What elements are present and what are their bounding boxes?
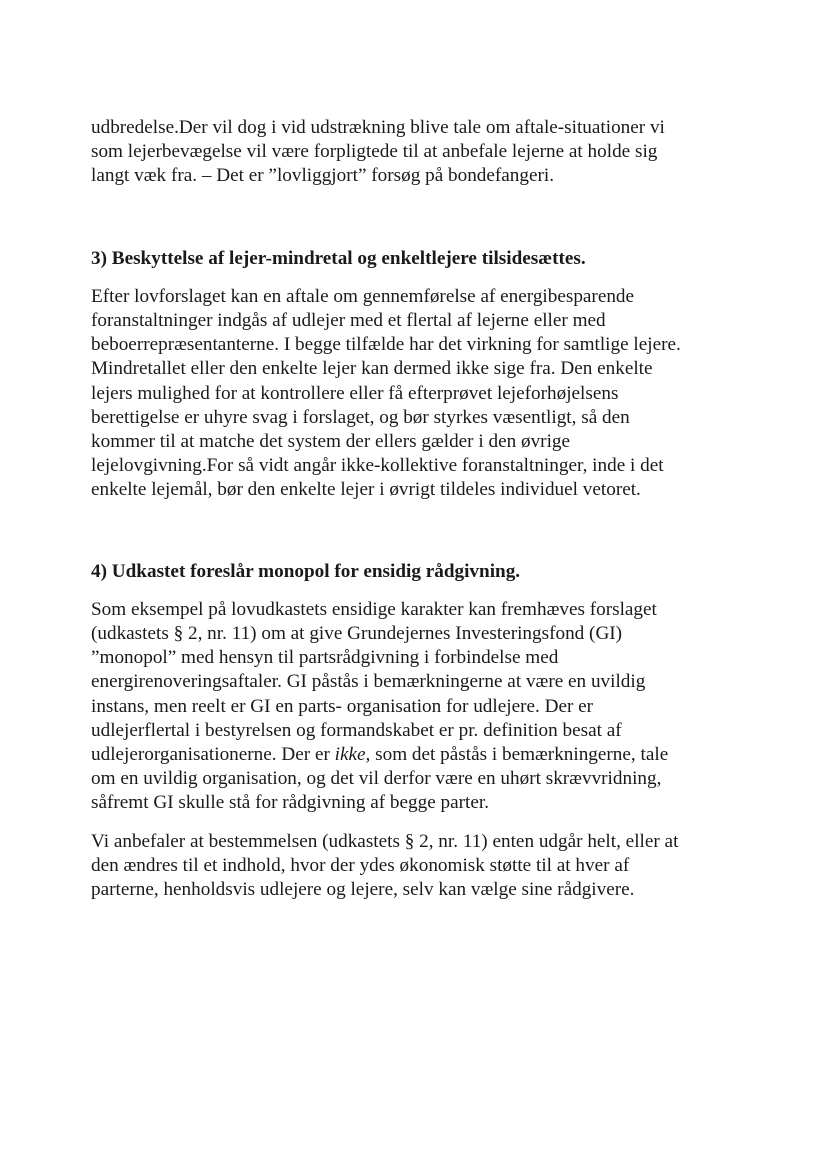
text-line: langt væk fra. – Det er ”lovliggjort” forsøg på bondefangeri. bbox=[91, 165, 555, 187]
text-run: udlejerorganisationerne. Der er bbox=[91, 744, 335, 766]
text-line: udbredelse.Der vil dog i vid udstrækning blive tale om aftale-situationer vi bbox=[91, 117, 665, 138]
text-line: Vi anbefaler at bestemmelsen (udkastets § 2, nr. 11) enten udgår helt, eller at bbox=[91, 830, 679, 852]
text-line: Mindretallet eller den enkelte lejer kan dermed ikke sige fra. Den enkelte bbox=[91, 358, 653, 380]
text-line: udlejerflertal i bestyrelsen og formandskabet er pr. definition besat af bbox=[91, 719, 622, 741]
text-line: berettigelse er uhyre svag i forslaget, og bør styrkes væsentligt, så den bbox=[91, 406, 630, 428]
text-line: kommer til at matche det system der ellers gælder i den øvrige bbox=[91, 431, 571, 453]
text-line: foranstaltninger indgås af udlejer med et flertal af lejerne eller med bbox=[91, 310, 606, 332]
text-line: lejelovgivning.For så vidt angår ikke-kollektive foranstaltninger, inde i det bbox=[91, 455, 664, 477]
text-line: Efter lovforslaget kan en aftale om gennemførelse af energibesparende bbox=[91, 285, 635, 307]
text-line: energirenoveringsaftaler. GI påstås i bemærkningerne at være en uvildig bbox=[91, 671, 646, 693]
text-line: instans, men reelt er GI en parts- organisation for udlejere. Der er bbox=[91, 695, 594, 717]
text-line: som lejerbevægelse vil være forpligtede til at anbefale lejerne at holde sig bbox=[91, 141, 658, 163]
section-4-heading: 4) Udkastet foreslår monopol for ensidig rådgivning. bbox=[91, 560, 521, 582]
intro-paragraph bbox=[91, 116, 741, 189]
text-line: ”monopol” med hensyn til partsrådgivning i forbindelse med bbox=[91, 647, 559, 669]
text-line: enkelte lejemål, bør den enkelte lejer i øvrigt tildeles individuel vetoret. bbox=[91, 479, 641, 501]
emphasis-text: ikke, bbox=[334, 744, 371, 766]
text-line bbox=[91, 743, 741, 767]
text-line: (udkastets § 2, nr. 11) om at give Grundejernes Investeringsfond (GI) bbox=[91, 623, 623, 645]
text-line: lejers mulighed for at kontrollere eller få efterprøvet lejeforhøjelsens bbox=[91, 382, 619, 404]
text-line: Som eksempel på lovudkastets ensidige karakter kan fremhæves forslaget bbox=[91, 598, 657, 620]
section-4-paragraph-1 bbox=[91, 598, 741, 816]
text-line: om en uvildig organisation, og det vil derfor være en uhørt skrævvridning, bbox=[91, 768, 662, 790]
text-line: den ændres til et indhold, hvor der ydes økonomisk støtte til at hver af bbox=[91, 854, 630, 876]
section-4-paragraph-2 bbox=[91, 830, 741, 903]
text-line: parterne, henholdsvis udlejere og lejere, selv kan vælge sine rådgivere. bbox=[91, 879, 635, 901]
text-line: beboerrepræsentanterne. I begge tilfælde har det virkning for samtlige lejere. bbox=[91, 334, 681, 356]
section-3-paragraph bbox=[91, 285, 741, 503]
text-run: som det påstås i bemærkningerne, tale bbox=[370, 744, 669, 766]
text-line: såfremt GI skulle stå for rådgivning af begge parter. bbox=[91, 792, 489, 814]
document-body bbox=[91, 116, 741, 902]
section-3-heading: 3) Beskyttelse af lejer-mindretal og enkeltlejere tilsidesættes. bbox=[91, 247, 586, 269]
